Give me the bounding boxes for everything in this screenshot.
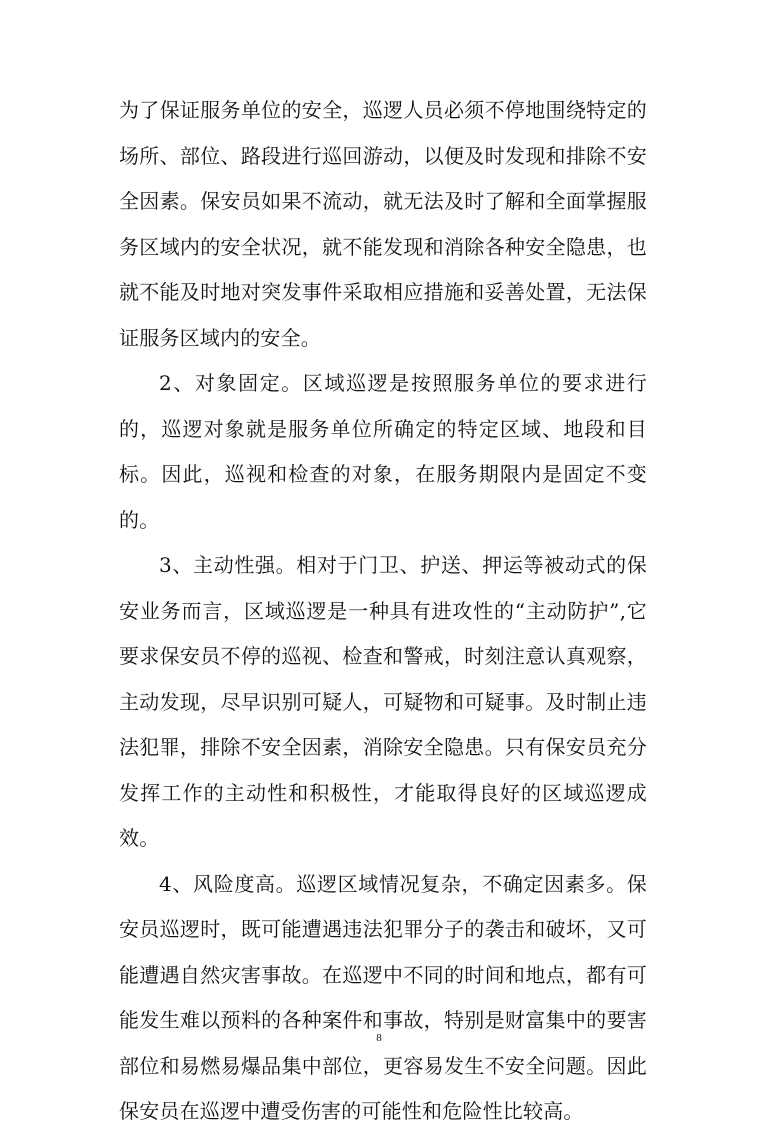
paragraph-proactive: 3、主动性强。相对于门卫、护送、押运等被动式的保安业务而言，区域巡逻是一种具有进攻性的“主动防护”,它要求保安员不停的巡视、检查和警戒，时刻注意认真观察，主动发现，尽早识别可疑人，可疑物和可疑事。及时制止违法犯罪，排除不安全因素，消除安全隐患。只有保安员充分发挥工作的主动性和积极性，才能取得良好的区域巡逻成效。: [119, 553, 647, 850]
paragraph-high-risk: 4、风险度高。巡逻区域情况复杂，不确定因素多。保安员巡逻时，既可能遭遇违法犯罪分子的袭击和破坏，又可能遭遇自然灾害事故。在巡逻中不同的时间和地点，都有可能发生难以预料的各种案件和事故，特别是财富集中的要害部位和易燃易爆品集中部位，更容易发生不安全问题。因此保安员在巡逻中遭受伤害的可能性和危险性比较高。: [119, 871, 647, 1123]
page-number: 8: [376, 1032, 382, 1044]
paragraph-patrol-purpose: 为了保证服务单位的安全，巡逻人员必须不停地围绕特定的场所、部位、路段进行巡回游动，以便及时发现和排除不安全因素。保安员如果不流动，就无法及时了解和全面掌握服务区域内的安全状况，就不能发现和消除各种安全隐患，也就不能及时地对突发事件采取相应措施和妥善处置，无法保证服务区域内的安全。: [119, 98, 647, 350]
document-body: [119, 88, 647, 1135]
paragraph-fixed-objects: 2、对象固定。区域巡逻是按照服务单位的要求进行的，巡逻对象就是服务单位所确定的特定区域、地段和目标。因此，巡视和检查的对象，在服务期限内是固定不变的。: [119, 371, 647, 532]
